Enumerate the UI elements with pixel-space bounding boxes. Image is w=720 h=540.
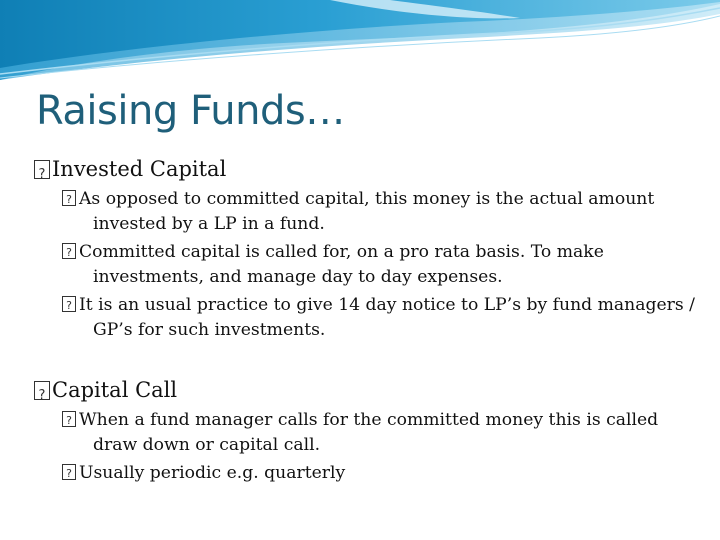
missing-glyph-bullet-icon [62,190,76,206]
section-heading-capital-call [34,374,694,406]
list-item [62,408,705,457]
slide-title: Raising Funds… [36,88,345,134]
list-item-text: As opposed to committed capital, this money is the actual amount invested by a LP in a fund. [79,189,655,234]
missing-glyph-bullet-icon [62,296,76,312]
slide-content [34,153,694,490]
missing-glyph-bullet-icon [62,464,76,480]
section-heading-invested-capital [34,153,694,185]
list-item-text: When a fund manager calls for the committed money this is called draw down or capital call. [79,410,659,455]
section-heading-text: Capital Call [52,378,178,402]
list-item [62,293,705,342]
list-item [62,187,705,236]
missing-glyph-bullet-icon [34,160,50,179]
section-list-capital-call [34,408,694,486]
list-item-text: Committed capital is called for, on a pro rata basis. To make investments, and manage day to day expenses. [79,242,604,287]
header-wave-decoration [0,0,720,90]
list-item [62,240,705,289]
list-item [62,461,705,486]
list-item-text: It is an usual practice to give 14 day notice to LP’s by fund managers / GP’s for such investments. [79,295,695,340]
section-spacer [34,346,694,374]
missing-glyph-bullet-icon [34,381,50,400]
missing-glyph-bullet-icon [62,411,76,427]
section-list-invested-capital [34,187,694,342]
list-item-text: Usually periodic e.g. quarterly [79,463,346,483]
section-heading-text: Invested Capital [52,157,227,181]
missing-glyph-bullet-icon [62,243,76,259]
